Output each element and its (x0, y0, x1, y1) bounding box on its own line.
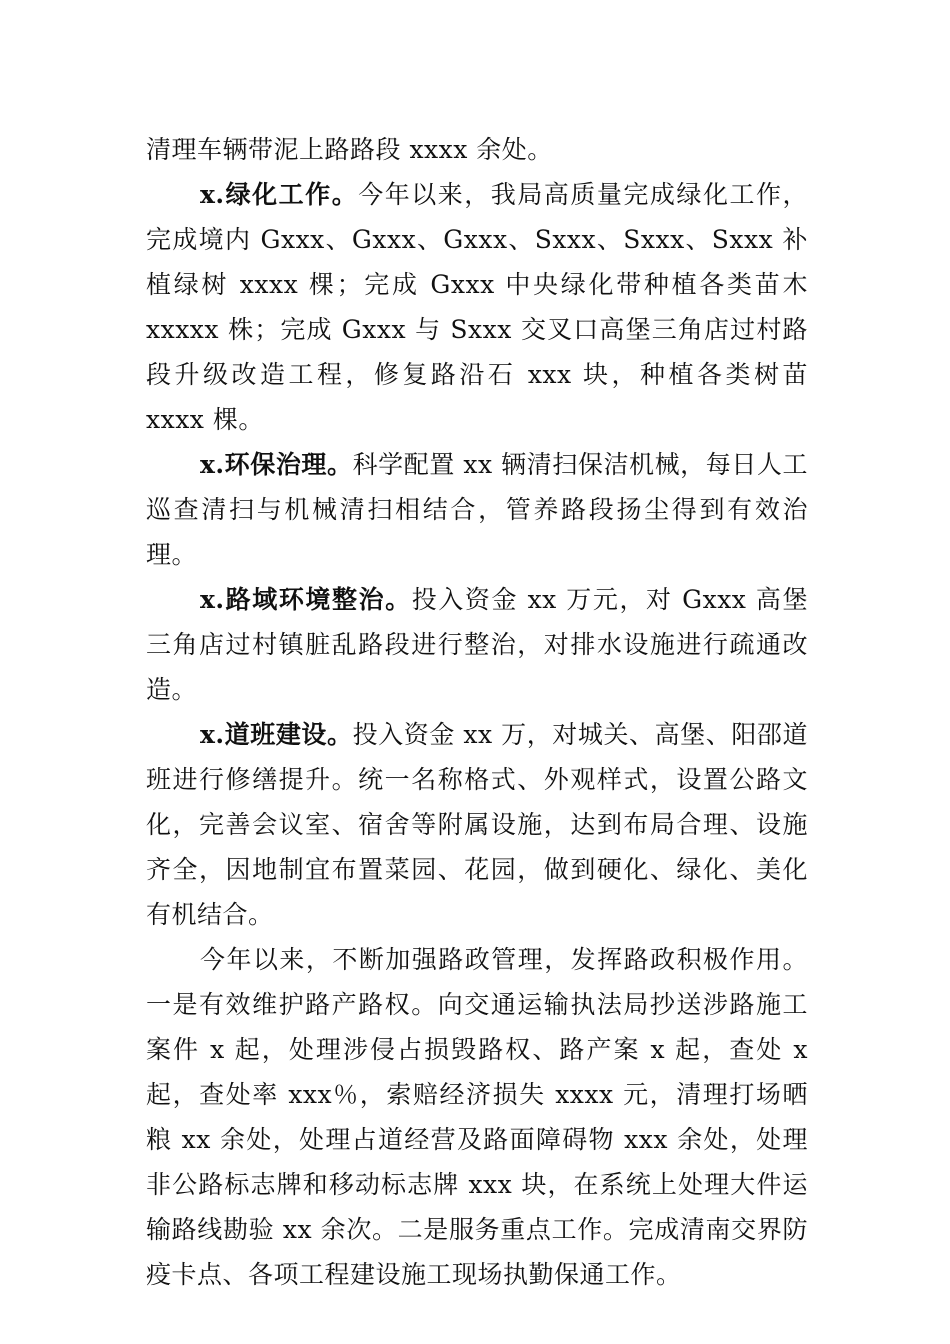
paragraph-road-environment (146, 577, 808, 712)
paragraph-lead: x.路域环境整治。 (200, 585, 412, 614)
paragraph-text: 科学配置 xx 辆清扫保洁机械，每日人工巡查清扫与机械清扫相结合，管养路段扬尘得到有效治理。 (146, 450, 808, 569)
paragraph-continuation (146, 127, 808, 172)
paragraph-text: 投入资金 xx 万，对城关、高堡、阳邵道班进行修缮提升。统一名称格式、外观样式，设置公路文化，完善会议室、宿舍等附属设施，达到布局合理、设施齐全，因地制宜布置菜园、花园，做到硬化、绿化、美化有机结合。 (146, 720, 808, 929)
paragraph-road-team (146, 712, 808, 937)
paragraph-lead: x.绿化工作。 (200, 180, 359, 209)
paragraph-text: 今年以来，不断加强路政管理，发挥路政积极作用。一是有效维护路产路权。向交通运输执法局抄送涉路施工案件 x 起，处理涉侵占损毁路权、路产案 x 起，查处 x 起，查处率 xxx％，索赔经济损失 xxxx 元，清理打场晒粮 xx 余处，处理占道经营及路面障碍物 xxx 余处，处理非公路标志牌和移动标志牌 xxx 块，在系统上处理大件运输路线勘验 xx 余次。二是服务重点工作。完成清南交界防疫卡点、各项工程建设施工现场执勤保通工作。 (146, 945, 808, 1289)
paragraph-road-administration (146, 937, 808, 1297)
paragraph-text: 投入资金 xx 万元，对 Gxxx 高堡三角店过村镇脏乱路段进行整治，对排水设施进行疏通改造。 (146, 585, 808, 704)
paragraph-text: 清理车辆带泥上路路段 xxxx 余处。 (146, 135, 553, 164)
paragraph-environmental (146, 442, 808, 577)
paragraph-text: 今年以来，我局高质量完成绿化工作，完成境内 Gxxx、Gxxx、Gxxx、Sxxx、Sxxx、Sxxx 补植绿树 xxxx 棵；完成 Gxxx 中央绿化带种植各类苗木 xxxxx 株；完成 Gxxx 与 Sxxx 交叉口高堡三角店过村路段升级改造工程，修复路沿石 xxx 块，种植各类树苗 xxxx 棵。 (146, 180, 808, 434)
paragraph-greening (146, 172, 808, 442)
document-page (146, 127, 808, 1297)
paragraph-lead: x.道班建设。 (200, 720, 353, 749)
paragraph-lead: x.环保治理。 (200, 450, 353, 479)
